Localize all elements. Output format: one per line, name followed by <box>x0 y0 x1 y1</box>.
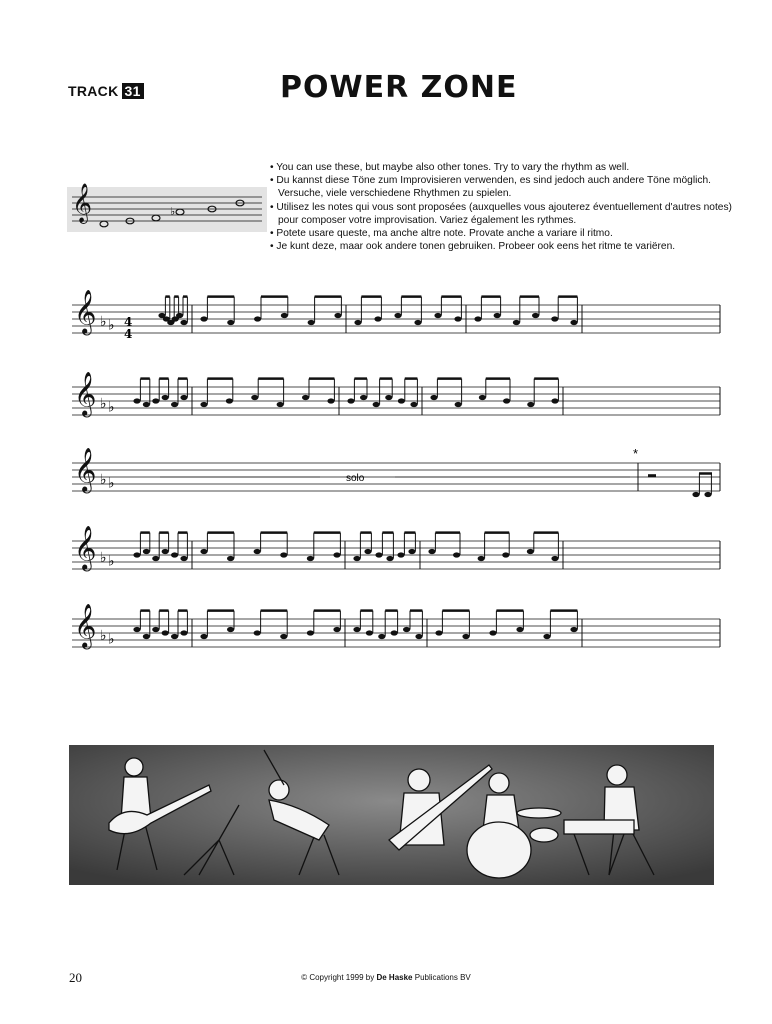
key-flat: ♭ <box>108 399 115 416</box>
note-head <box>394 313 401 318</box>
note-head <box>494 313 501 318</box>
note-head <box>133 398 140 403</box>
note-head <box>415 634 422 639</box>
note-head <box>414 320 421 325</box>
note-head <box>543 634 550 639</box>
treble-clef: 𝄞 <box>72 183 93 224</box>
note-head <box>366 630 373 635</box>
note-head <box>551 316 558 321</box>
key-flat: ♭ <box>100 396 107 412</box>
note-head <box>479 395 486 400</box>
note-head <box>333 552 340 557</box>
note-head <box>227 556 234 561</box>
copyright-suffix: Publications BV <box>412 973 471 982</box>
scale-note <box>152 215 160 221</box>
note-head <box>152 556 159 561</box>
key-flat: ♭ <box>100 472 107 488</box>
note-head <box>227 320 234 325</box>
key-flat: ♭ <box>108 631 115 648</box>
publisher-name: De Haske <box>376 973 413 982</box>
note-head <box>516 627 523 632</box>
music-staves <box>72 289 720 649</box>
note-head <box>527 402 534 407</box>
note-head <box>489 630 496 635</box>
note-head <box>162 630 169 635</box>
note-head <box>478 556 485 561</box>
solo-label: solo <box>346 473 365 484</box>
note-head <box>704 492 711 497</box>
note-head <box>453 552 460 557</box>
note-head <box>307 556 314 561</box>
note-head <box>333 627 340 632</box>
note-head <box>513 320 520 325</box>
copyright-notice <box>0 973 772 982</box>
keyboardist-head <box>607 765 627 785</box>
key-flat: ♭ <box>100 550 107 566</box>
scale-staff <box>72 183 262 227</box>
note-head <box>308 320 315 325</box>
staff-system <box>72 603 720 649</box>
note-head <box>435 630 442 635</box>
note-head <box>200 634 207 639</box>
note-head <box>692 492 699 497</box>
note-head <box>360 395 367 400</box>
key-flat: ♭ <box>100 314 107 330</box>
guitarist-head <box>125 758 143 776</box>
note-head <box>398 398 405 403</box>
treble-clef: 𝄞 <box>74 603 97 648</box>
key-flat: ♭ <box>100 628 107 644</box>
note-head <box>162 395 169 400</box>
note-head <box>334 313 341 318</box>
note-head <box>307 630 314 635</box>
note-head <box>570 627 577 632</box>
note-head <box>152 398 159 403</box>
note-head <box>454 316 461 321</box>
note-head <box>410 402 417 407</box>
note-head <box>162 549 169 554</box>
note-head <box>280 634 287 639</box>
note-head <box>254 630 261 635</box>
note-head <box>570 320 577 325</box>
note-head <box>180 395 187 400</box>
note-head <box>551 398 558 403</box>
note-head <box>254 316 261 321</box>
note-head <box>226 398 233 403</box>
note-head <box>428 549 435 554</box>
instruction-nl: • Je kunt deze, maar ook andere tonen gebruiken. Probeer ook eens het ritme te variëren. <box>268 240 738 253</box>
note-head <box>227 627 234 632</box>
note-head <box>152 627 159 632</box>
note-head <box>133 627 140 632</box>
band-illustration <box>69 745 714 885</box>
treble-clef: 𝄞 <box>74 525 97 570</box>
note-head <box>180 630 187 635</box>
note-head <box>171 402 178 407</box>
staff-system <box>72 447 720 497</box>
page-title: POWER ZONE <box>280 70 518 105</box>
staff-system <box>72 289 720 335</box>
note-head <box>354 320 361 325</box>
note-head <box>347 398 354 403</box>
note-head <box>180 556 187 561</box>
copyright-prefix: © Copyright 1999 by <box>301 973 377 982</box>
note-head <box>434 313 441 318</box>
scale-note <box>176 209 184 215</box>
note-head <box>200 316 207 321</box>
note-head <box>397 552 404 557</box>
treble-clef: 𝄞 <box>74 447 97 492</box>
note-head <box>373 402 380 407</box>
note-head <box>455 402 462 407</box>
note-head <box>254 549 261 554</box>
instruction-it: • Potete usare queste, ma anche altre note. Provate anche a variare il ritmo. <box>268 227 738 240</box>
note-head <box>353 627 360 632</box>
note-head <box>143 549 150 554</box>
note-head <box>527 549 534 554</box>
treble-clef: 𝄞 <box>74 289 97 334</box>
note-head <box>391 630 398 635</box>
instruction-en: • You can use these, but maybe also other tones. Try to vary the rhythm as well. <box>268 161 738 174</box>
key-flat: ♭ <box>108 475 115 492</box>
treble-clef: 𝄞 <box>74 371 97 416</box>
note-head <box>408 549 415 554</box>
note-head <box>532 313 539 318</box>
note-head <box>200 549 207 554</box>
instruction-fr: • Utilisez les notes qui vous sont proposées (auxquelles vous ajouterez éventuellement d'autres notes) pour composer votre improvisation. Variez également les rythmes. <box>268 201 738 227</box>
note-head <box>327 398 334 403</box>
bassist-head <box>408 769 430 791</box>
note-head <box>378 634 385 639</box>
key-flat: ♭ <box>108 317 115 334</box>
note-head <box>462 634 469 639</box>
note-head <box>385 395 392 400</box>
tom-drum <box>530 828 558 842</box>
drummer-head <box>489 773 509 793</box>
singer-head <box>269 780 289 800</box>
note-head <box>430 395 437 400</box>
staff-system <box>72 525 720 571</box>
keyboard <box>564 820 634 834</box>
time-signature-bottom: 4 <box>124 327 133 341</box>
note-head <box>375 552 382 557</box>
flat-sign: ♭ <box>170 205 176 218</box>
staff-system <box>72 371 720 417</box>
note-head <box>143 402 150 407</box>
note-head <box>180 320 187 325</box>
note-head <box>200 402 207 407</box>
scale-note <box>100 221 108 227</box>
note-head <box>374 316 381 321</box>
note-head <box>143 634 150 639</box>
track-number-badge: 31 <box>122 83 144 99</box>
note-head <box>386 556 393 561</box>
time-signature-top: 4 <box>124 315 133 329</box>
cymbal <box>517 808 561 818</box>
half-rest <box>648 474 656 477</box>
note-head <box>281 313 288 318</box>
note-head <box>277 402 284 407</box>
note-head <box>171 552 178 557</box>
track-text: TRACK <box>68 83 119 99</box>
note-head <box>503 398 510 403</box>
instruction-de: • Du kannst diese Töne zum Improvisieren verwenden, es sind jedoch auch andere Töne möglich. Versuche, viele verschiedene Rhythmen zu spielen. <box>268 174 738 200</box>
note-head <box>474 316 481 321</box>
note-head <box>251 395 258 400</box>
note-head <box>364 549 371 554</box>
note-head <box>302 395 309 400</box>
note-head <box>502 552 509 557</box>
note-head <box>176 313 183 318</box>
bass-drum <box>467 822 531 878</box>
note-head <box>280 552 287 557</box>
page-number: 20 <box>69 970 82 985</box>
asterisk-mark: * <box>633 446 639 461</box>
note-head <box>551 556 558 561</box>
note-head <box>403 627 410 632</box>
note-head <box>171 634 178 639</box>
note-head <box>353 556 360 561</box>
key-flat: ♭ <box>108 553 115 570</box>
note-head <box>133 552 140 557</box>
